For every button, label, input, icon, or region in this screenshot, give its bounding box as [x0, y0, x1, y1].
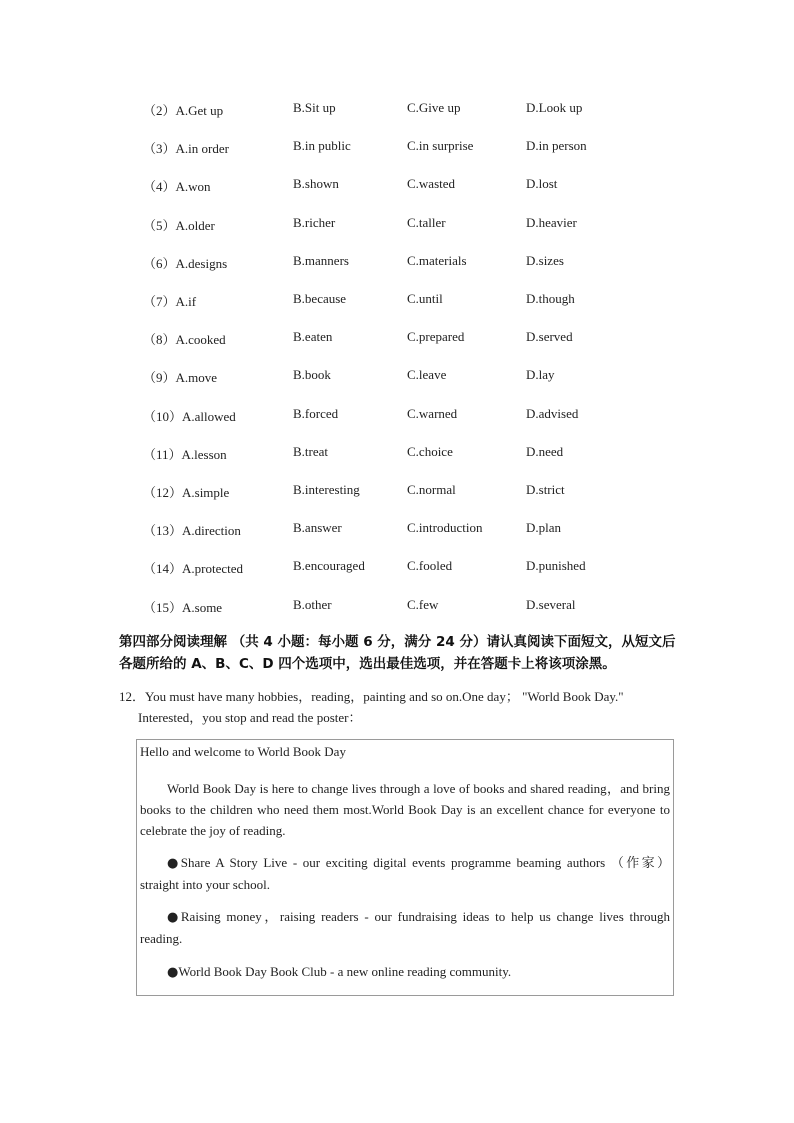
option-b: B.treat [293, 443, 329, 459]
option-c: C.choice [407, 443, 453, 459]
option-a: （8）A.cooked [143, 332, 226, 348]
option-d: D.though [526, 291, 575, 306]
option-b: B.manners [293, 252, 349, 268]
option-c: C.materials [407, 252, 467, 268]
poster-bullet-2-text: Raising money，raising readers - our fundraising ideas to help us change lives through reading. [140, 909, 670, 946]
option-a: （11）A.lesson [143, 446, 227, 462]
option-c: C.fooled [407, 558, 453, 574]
option-d: D.lay [526, 367, 555, 383]
section-heading: 第四部分阅读理解 （共 4 小题：每小题 6 分，满分 24 分）请认真阅读下面短文，从短文后各题所给的 A、B、C、D 四个选项中，选出最佳选项，并在答题卡上将该项涂黑。 [119, 634, 676, 672]
option-row [0, 138, 794, 158]
option-c: C.until [407, 291, 443, 306]
option-row [0, 215, 794, 235]
option-row [0, 100, 794, 120]
option-a: （3）A.in order [143, 141, 229, 157]
option-c: C.leave [407, 367, 447, 383]
bullet-icon: ● [167, 965, 179, 980]
question-12-line-2: Interested，you stop and read the poster： [138, 710, 362, 725]
question-12-line-1: 12．You must have many hobbies，reading，painting and so on.One day； "World Book Day." [119, 689, 624, 704]
option-a: （7）A.if [143, 294, 197, 309]
option-a: （5）A.older [143, 217, 215, 233]
option-row [0, 482, 794, 502]
option-c: C.in surprise [407, 138, 474, 154]
option-d: D.need [526, 443, 564, 459]
option-b: B.in public [293, 138, 351, 154]
option-row [0, 558, 794, 578]
option-b: B.book [293, 367, 331, 383]
option-c: C.few [407, 596, 439, 612]
bullet-icon: ● [167, 856, 181, 871]
option-a: （2）A.Get up [143, 103, 224, 118]
option-b: B.other [293, 596, 332, 612]
poster-bullet-2 [140, 906, 670, 949]
option-d: D.Look up [526, 100, 583, 115]
poster-bullet-1 [140, 852, 670, 895]
option-a: （10）A.allowed [143, 408, 236, 424]
option-b: B.shown [293, 176, 339, 192]
option-d: D.advised [526, 405, 579, 421]
option-c: C.normal [407, 482, 456, 497]
option-a: （14）A.protected [143, 561, 244, 577]
option-b: B.interesting [293, 482, 360, 497]
option-b: B.forced [293, 405, 339, 421]
option-a: （12）A.simple [143, 485, 230, 500]
option-b: B.eaten [293, 329, 333, 345]
poster-bullet-1-text: Share A Story Live - our exciting digital events programme beaming authors （作家） straight into your school. [140, 855, 670, 892]
option-c: C.Give up [407, 100, 461, 115]
option-row [0, 406, 794, 426]
option-a: （6）A.designs [143, 255, 228, 271]
option-d: D.heavier [526, 214, 577, 230]
poster-bullet-3 [140, 961, 670, 983]
poster-box [136, 739, 674, 996]
option-a: （13）A.direction [143, 523, 241, 539]
option-c: C.warned [407, 405, 458, 421]
poster-paragraph [140, 778, 670, 841]
option-c: C.prepared [407, 329, 465, 345]
option-d: D.served [526, 329, 573, 345]
option-row [0, 597, 794, 617]
option-b: B.because [293, 291, 347, 306]
bullet-icon: ● [167, 910, 181, 925]
option-b: B.answer [293, 520, 342, 536]
option-d: D.plan [526, 520, 562, 536]
option-d: D.in person [526, 138, 587, 154]
option-a: （9）A.move [143, 370, 218, 386]
option-d: D.lost [526, 176, 558, 192]
poster-bullet-3-text: World Book Day Book Club - a new online reading community. [178, 964, 512, 979]
option-c: C.introduction [407, 520, 483, 536]
option-row [0, 253, 794, 273]
poster-paragraph-text: World Book Day is here to change lives through a love of books and shared reading，and bring books to the children who need them most.World Book Day is an excellent chance for everyone to celebrate the joy of reading. [140, 781, 670, 838]
option-row [0, 329, 794, 349]
option-c: C.wasted [407, 176, 456, 192]
option-c: C.taller [407, 214, 446, 230]
poster-title: Hello and welcome to World Book Day [140, 744, 346, 759]
option-a: （4）A.won [143, 179, 211, 195]
option-row [0, 520, 794, 540]
option-row [0, 444, 794, 464]
option-d: D.strict [526, 482, 565, 497]
option-row [0, 176, 794, 196]
option-a: （15）A.some [143, 599, 223, 615]
option-d: D.sizes [526, 252, 564, 268]
option-row [0, 291, 794, 311]
option-b: B.encouraged [293, 558, 365, 574]
option-row [0, 367, 794, 387]
option-b: B.Sit up [293, 100, 336, 115]
option-d: D.punished [526, 558, 586, 574]
question-12 [119, 686, 679, 728]
option-b: B.richer [293, 214, 336, 230]
option-d: D.several [526, 596, 576, 612]
